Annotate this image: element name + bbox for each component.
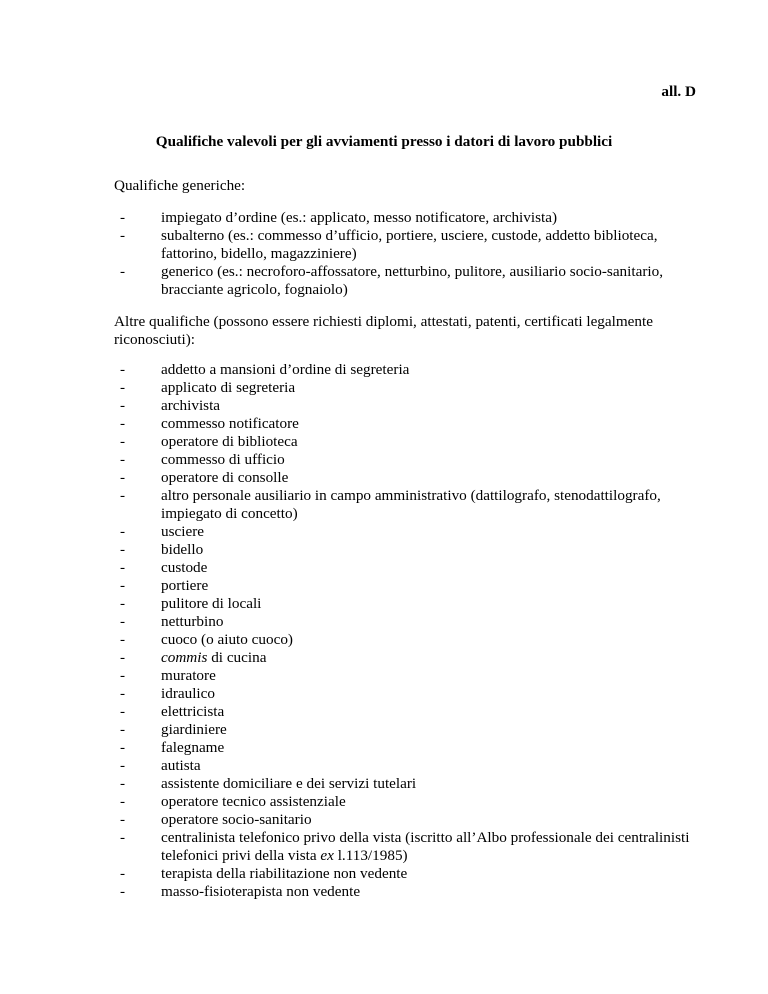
dash-bullet: - [120, 631, 126, 648]
list-item-text: cuoco (o aiuto cuoco) [161, 631, 293, 648]
dash-bullet: - [120, 263, 126, 280]
list-item-text: centralinista telefonico privo della vista (iscritto all’Albo professionale dei centralinisti telefonici privi della vista ex l.113/1985) [161, 829, 690, 864]
list-item-text: custode [161, 559, 208, 576]
list-item-text: impiegato d’ordine (es.: applicato, messo notificatore, archivista) [161, 209, 558, 226]
list-item-text: archivista [161, 397, 221, 414]
list-item-text: autista [161, 757, 201, 774]
list-item [114, 433, 714, 451]
list-item-text: bidello [161, 541, 204, 558]
list-item [114, 829, 714, 865]
dash-bullet: - [120, 433, 126, 450]
dash-bullet: - [120, 613, 126, 630]
list-item-text: addetto a mansioni d’ordine di segreteria [161, 361, 410, 378]
dash-bullet: - [120, 451, 126, 468]
annex-label: all. D [661, 83, 696, 100]
dash-bullet: - [120, 775, 126, 792]
list-item [114, 263, 714, 299]
list-item [114, 523, 714, 541]
list-item-text: operatore tecnico assistenziale [161, 793, 346, 810]
other-heading: Altre qualifiche (possono essere richiesti diplomi, attestati, patenti, certificati legalmente riconosciuti): [114, 313, 653, 348]
generic-heading: Qualifiche generiche: [114, 177, 246, 194]
list-item [114, 613, 714, 631]
list-item [114, 757, 714, 775]
list-item [114, 227, 714, 263]
list-item [114, 487, 714, 523]
dash-bullet: - [120, 469, 126, 486]
dash-bullet: - [120, 397, 126, 414]
dash-bullet: - [120, 811, 126, 828]
list-item [114, 811, 714, 829]
list-item [114, 721, 714, 739]
list-item [114, 739, 714, 757]
list-item [114, 415, 714, 433]
list-item-text: muratore [161, 667, 216, 684]
list-item-text: usciere [161, 523, 205, 540]
dash-bullet: - [120, 721, 126, 738]
list-item-text: falegname [161, 739, 225, 756]
dash-bullet: - [120, 559, 126, 576]
list-item-text: operatore di consolle [161, 469, 289, 486]
list-item-text: operatore socio-sanitario [161, 811, 312, 828]
dash-bullet: - [120, 379, 126, 396]
list-item-text: subalterno (es.: commesso d’ufficio, portiere, usciere, custode, addetto biblioteca, fattorino, bidello, magazziniere) [161, 227, 658, 262]
list-item-text: masso-fisioterapista non vedente [161, 883, 361, 900]
list-item-text: assistente domiciliare e dei servizi tutelari [161, 775, 417, 792]
list-item-text: portiere [161, 577, 209, 594]
other-qualifications-list [114, 361, 714, 901]
list-item-text: pulitore di locali [161, 595, 262, 612]
dash-bullet: - [120, 487, 126, 504]
list-item-text: giardiniere [161, 721, 227, 738]
dash-bullet: - [120, 757, 126, 774]
list-item [114, 775, 714, 793]
list-item-text: applicato di segreteria [161, 379, 296, 396]
list-item-text: idraulico [161, 685, 215, 702]
dash-bullet: - [120, 227, 126, 244]
list-item-text: netturbino [161, 613, 224, 630]
list-item [114, 451, 714, 469]
dash-bullet: - [120, 703, 126, 720]
list-item [114, 631, 714, 649]
list-item-text: operatore di biblioteca [161, 433, 298, 450]
dash-bullet: - [120, 361, 126, 378]
list-item [114, 559, 714, 577]
list-item-text: commesso notificatore [161, 415, 299, 432]
list-item [114, 577, 714, 595]
list-item [114, 865, 714, 883]
list-item [114, 883, 714, 901]
dash-bullet: - [120, 685, 126, 702]
list-item [114, 595, 714, 613]
dash-bullet: - [120, 865, 126, 882]
list-item [114, 209, 714, 227]
generic-qualifications-list [114, 209, 714, 299]
list-item-text: commesso di ufficio [161, 451, 285, 468]
dash-bullet: - [120, 541, 126, 558]
list-item [114, 469, 714, 487]
dash-bullet: - [120, 595, 126, 612]
dash-bullet: - [120, 793, 126, 810]
list-item [114, 541, 714, 559]
list-item [114, 649, 714, 667]
dash-bullet: - [120, 523, 126, 540]
dash-bullet: - [120, 577, 126, 594]
dash-bullet: - [120, 667, 126, 684]
dash-bullet: - [120, 829, 126, 846]
document-title: Qualifiche valevoli per gli avviamenti presso i datori di lavoro pubblici [155, 133, 613, 150]
list-item [114, 685, 714, 703]
list-item-text: commis di cucina [161, 649, 267, 666]
list-item-text: terapista della riabilitazione non vedente [161, 865, 408, 882]
list-item [114, 703, 714, 721]
dash-bullet: - [120, 649, 126, 666]
dash-bullet: - [120, 739, 126, 756]
list-item [114, 397, 714, 415]
list-item [114, 361, 714, 379]
list-item [114, 793, 714, 811]
dash-bullet: - [120, 883, 126, 900]
list-item-text: elettricista [161, 703, 225, 720]
list-item [114, 667, 714, 685]
list-item-text: generico (es.: necroforo-affossatore, netturbino, pulitore, ausiliario socio-sanitario, bracciante agricolo, fognaiolo) [161, 263, 664, 298]
dash-bullet: - [120, 415, 126, 432]
list-item-text: altro personale ausiliario in campo amministrativo (dattilografo, stenodattilografo, impiegato di concetto) [161, 487, 661, 522]
dash-bullet: - [120, 209, 126, 226]
list-item [114, 379, 714, 397]
